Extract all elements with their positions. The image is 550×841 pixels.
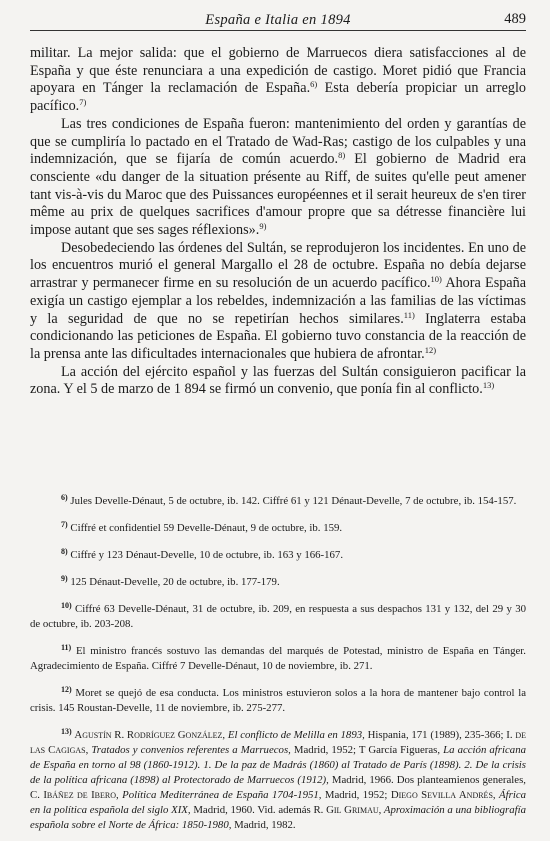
footnote-ref[interactable]: 10): [430, 274, 442, 285]
footnote-7: $^{7)}$ Ciffré et confidentiel 59 Develle-Dénaut, 9 de octubre, ib. 159.: [61, 520, 343, 534]
paragraph-1: militar. La mejor salida: que el gobierno de Marruecos diera satisfacciones al de España y que éste renunciara a una expedición de castigo. Moret pidió que Francia apoyara en Tánger la reclamación de España.$^{6)}$ Esta debería propiciar un arreglo pacífico.$^{7)}$: [30, 45, 526, 115]
footnote-8: $^{8)}$ Ciffré y 123 Dénaut-Develle, 10 de octubre, ib. 163 y 166-167.: [61, 547, 344, 561]
main-text: [30, 45, 526, 399]
footnote-12: $^{12)}$ Moret se quejó de esa conducta. Los ministros estuvieron solos a la hora de mantener bajo control la crisis. 145 Roustan-Develle, 11 de noviembre, ib. 275-277.: [30, 685, 526, 714]
running-title: España e Italia en 1894: [205, 12, 351, 28]
paragraph-3: Desobedeciendo las órdenes del Sultán, se reprodujeron los incidentes. En uno de los encuentros murió el general Margallo el 28 de octubre. España no debía dejarse arrastrar y permanecer firme en su resolución de un acuerdo pacífico.$^{10)}$ Ahora España exigía un castigo ejemplar a los rebeldes, indemnización a las familias de las víctimas y la seguridad de que no se repetirían hechos similares.$^{11)}$ Inglaterra estaba condicionando las peticiones de España. El gobierno tuvo constancia de la reacción de la prensa ante las dificultades internacionales que hubiera de afrontar.$^{12)}$: [30, 239, 527, 362]
footnote-11: $^{11)}$ El ministro francés sostuvo las demandas del marqués de Potestad, ministro de España en Tánger. Agradecimiento de España. Ciffré 7 Develle-Dénaut, 10 de noviembre, ib. 271.: [30, 643, 527, 672]
page-number: 489: [504, 11, 526, 27]
footnote-ref[interactable]: 13): [482, 380, 495, 391]
footnote-ref[interactable]: 7): [79, 97, 87, 108]
footnote-ref[interactable]: 9): [259, 221, 267, 232]
page-header: [30, 10, 526, 30]
footnotes: [30, 490, 526, 841]
footnote-13: $^{13)}$ Agustín R. Rodríguez González, El conflicto de Melilla en 1893, Hispania, 171 (1989), 235-366; I. de las Cagigas, Tratados y convenios referentes a Marruecos, Madrid, 1952; T García Figueras, La acción africana de España en torno al 98 (1860-1912). 1. De la paz de Madrás (1860) al Tratado de París (1898). 2. De la crisis de la política africana (1898) al Protectorado de Marruecos (1912), Madrid, 1966. Dos planteamienos generales, C. Ibáñez de Ibero, Política Mediterránea de España 1704-1951, Madrid, 1952; Diego Sevilla Andrés, África en la política española del siglo XIX, Madrid, 1960. Vid. además R. Gil Grimau, Aproximación a una bibliografía española sobre el Norte de África: 1850-1980, Madrid, 1982.: [30, 727, 527, 831]
header-rule: [30, 30, 526, 31]
footnote-9: $^{9)}$ 125 Dénaut-Develle, 20 de octubre, ib. 177-179.: [61, 574, 280, 588]
paragraph-2: Las tres condiciones de España fueron: mantenimiento del orden y garantías de que se cumpliría lo pactado en el Tratado de Wad-Ras; castigo de los culpables y una indemnización, que se fijaría de común acuerdo.$^{8)}$ El gobierno de Madrid era consciente «du danger de la situation présente au Riff, de suites qu'elle peut amener tant vis-à-vis du Maroc que des Puissances européennes et il serait heureux de s'en tirer même au prix de quelques sacrifices d'amour propre que sa détresse financière lui impose autant que ses sages réflexions».$^{9)}$: [30, 115, 527, 239]
footnote-ref[interactable]: 11): [403, 309, 415, 320]
footnote-6: $^{6)}$ Jules Develle-Dénaut, 5 de octubre, ib. 142. Ciffré 61 y 121 Dénaut-Develle, 7 de octubre, ib. 154-157.: [61, 493, 517, 507]
footnote-ref[interactable]: 8): [338, 150, 346, 161]
footnote-10: $^{10)}$ Ciffré 63 Develle-Dénaut, 31 de octubre, ib. 209, en respuesta a sus despachos 131 y 132, del 29 y 30 de octubre, ib. 203-208.: [30, 601, 526, 630]
footnote-ref[interactable]: 12): [424, 344, 437, 355]
footnote-ref[interactable]: 6): [310, 79, 318, 90]
paragraph-4: La acción del ejército español y las fuerzas del Sultán consiguieron pacificar la zona. Y el 5 de marzo de 1 894 se firmó un convenio, que ponía fin al conflicto.$^{13)}$: [30, 363, 526, 398]
